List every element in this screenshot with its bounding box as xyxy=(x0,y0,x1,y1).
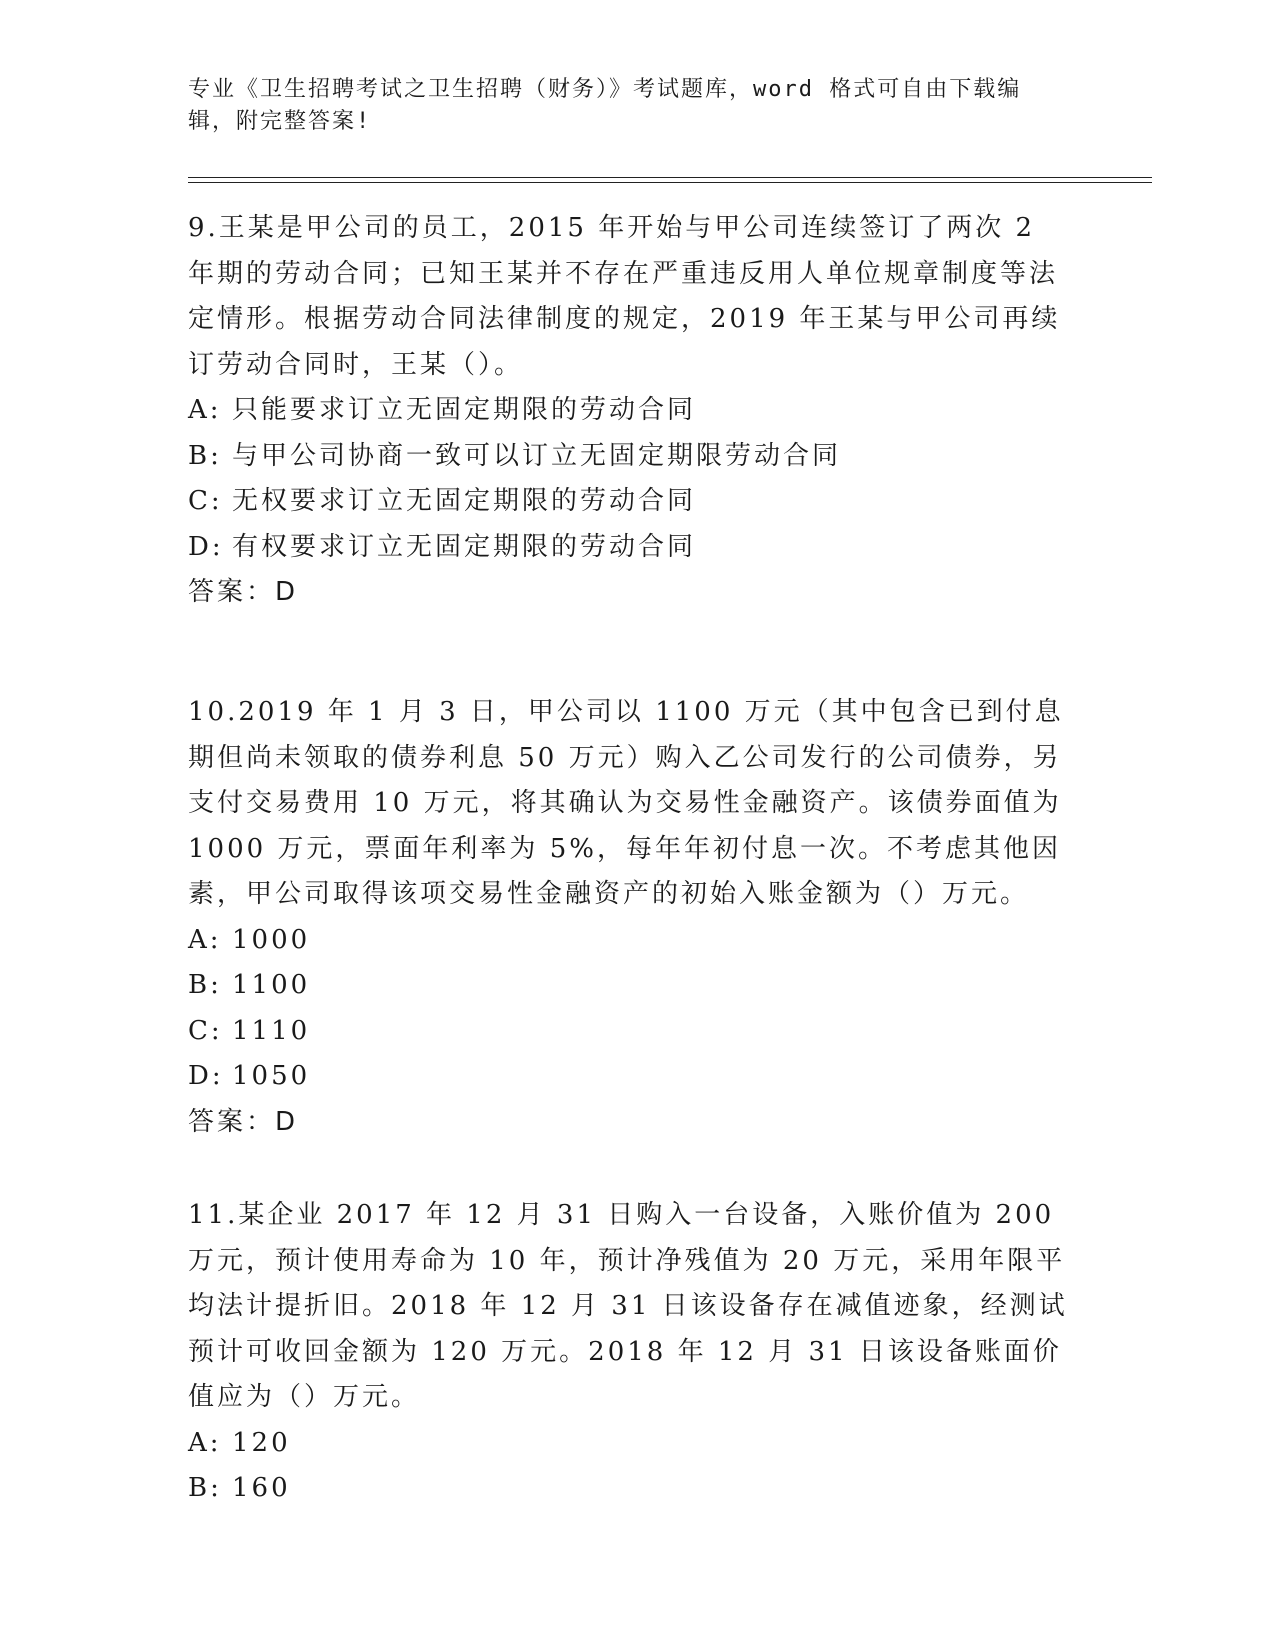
option-letter: B: xyxy=(188,1473,222,1503)
option-b xyxy=(188,963,1068,1009)
question-11 xyxy=(188,1193,1068,1512)
question-10 xyxy=(188,690,1068,1145)
header-divider-line-second xyxy=(188,182,1152,183)
option-text: 1100 xyxy=(232,970,311,1000)
option-text: 160 xyxy=(232,1473,291,1503)
answer-line: 答案：D xyxy=(188,1106,299,1137)
option-letter: B: xyxy=(188,440,222,471)
option-text: 120 xyxy=(232,1427,291,1458)
option-letter: C: xyxy=(188,1015,223,1046)
header-divider-line xyxy=(188,177,1152,178)
option-text: 有权要求订立无固定期限的劳动合同 xyxy=(232,531,697,562)
question-stem: 9.王某是甲公司的员工，2015 年开始与甲公司连续签订了两次 2 年期的劳动合同；已知王某并不存在严重违反用人单位规章制度等法定情形。根据劳动合同法律制度的规定，2019 年王某与甲公司再续订劳动合同时，王某（）。 xyxy=(188,213,1061,380)
question-stem: 10.2019 年 1 月 3 日，甲公司以 1100 万元（其中包含已到付息期但尚未领取的债券利息 50 万元）购入乙公司发行的公司债券，另支付交易费用 10 万元，将其确认为交易性金融资产。该债券面值为 1000 万元，票面年利率为 5%，每年年初付息一次。不考虑其他因素，甲公司取得该项交易性金融资产的初始入账金额为（）万元。 xyxy=(188,697,1064,909)
option-letter: A: xyxy=(188,1427,222,1458)
option-b xyxy=(188,1466,1068,1512)
option-text: 1050 xyxy=(232,1061,311,1091)
option-letter: C: xyxy=(188,486,223,516)
option-c xyxy=(188,479,1068,525)
option-a xyxy=(188,388,1068,434)
option-letter: A: xyxy=(188,395,222,425)
question-9 xyxy=(188,206,1068,616)
option-d xyxy=(188,1054,1068,1100)
option-d xyxy=(188,525,1068,571)
option-c xyxy=(188,1009,1068,1055)
option-text: 1000 xyxy=(232,924,311,955)
option-b xyxy=(188,434,1068,480)
option-text: 1110 xyxy=(232,1015,311,1046)
option-letter: D: xyxy=(188,1061,224,1091)
option-a xyxy=(188,1421,1068,1467)
answer-line: 答案：D xyxy=(188,577,299,607)
question-stem: 11.某企业 2017 年 12 月 31 日购入一台设备，入账价值为 200 万元，预计使用寿命为 10 年，预计净残值为 20 万元，采用年限平均法计提折旧。2018 年 12 月 31 日该设备存在减值迹象，经测试预计可收回金额为 120 万元。2018 年 12 月 31 日该设备账面价值应为（）万元。 xyxy=(188,1200,1068,1412)
option-text: 无权要求订立无固定期限的劳动合同 xyxy=(232,486,697,516)
document-header: 专业《卫生招聘考试之卫生招聘（财务）》考试题库，word 格式可自由下载编辑，附完整答案! xyxy=(188,77,1022,134)
option-letter: A: xyxy=(188,924,222,955)
option-text: 与甲公司协商一致可以订立无固定期限劳动合同 xyxy=(232,440,842,471)
option-letter: B: xyxy=(188,970,222,1000)
option-text: 只能要求订立无固定期限的劳动合同 xyxy=(232,395,697,425)
option-letter: D: xyxy=(188,531,224,562)
option-a xyxy=(188,918,1068,964)
